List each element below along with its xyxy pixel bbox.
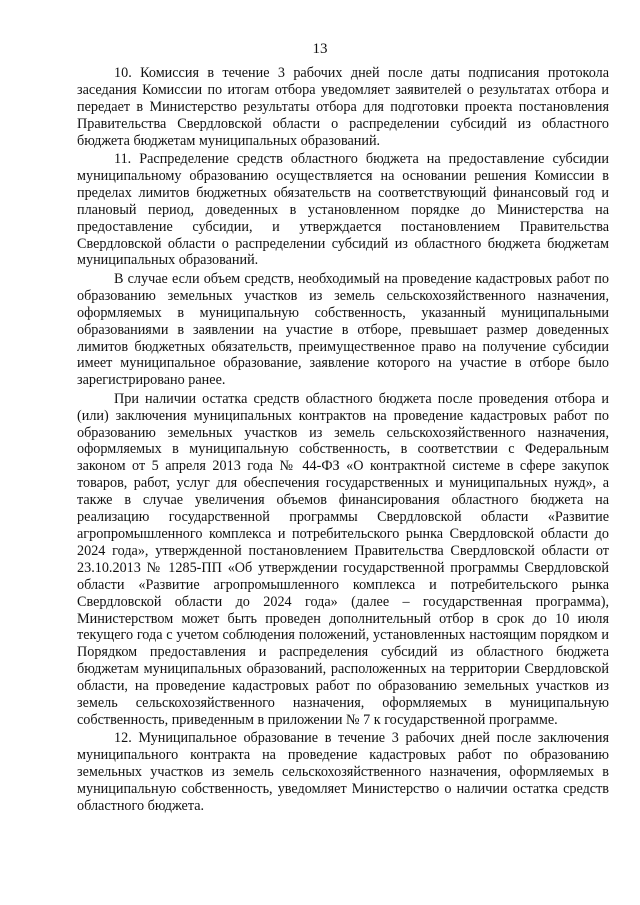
page-number: 13 <box>312 41 328 57</box>
document-body <box>77 65 609 816</box>
paragraph-additional-selection: При наличии остатка средств областного бюджета после проведения отбора и (или) заключения муниципальных контрактов на проведение кадастровых работ по образованию земельных участков из земель сельскохозяйственного назначения, оформляемых в муниципальную собственность, в соответствии с Федеральным законом от 5 апреля 2013 года № 44-ФЗ «О контрактной системе в сфере закупок товаров, работ, услуг для обеспечения государственных и муниципальных нужд», а также в случае увеличения объемов финансирования областного бюджета на реализацию государственной программы Свердловской области «Развитие агропромышленного комплекса и потребительского рынка Свердловской области до 2024 года», утвержденной постановлением Правительства Свердловской области от 23.10.2013 № 1285-ПП «Об утверждении государственной программы Свердловской области «Развитие агропромышленного комплекса и потребительского рынка Свердловской области до 2024 года» (далее – государственная программа), Министерством может быть проведен дополнительный отбор в срок до 10 июля текущего года с учетом соблюдения положений, установленных настоящим порядком и Порядком предоставления и распределения субсидий из областного бюджета бюджетам муниципальных образований, расположенных на территории Свердловской области, на проведение кадастровых работ по образованию земельных участков из земель сельскохозяйственного назначения, оформляемых в муниципальную собственность, приведенным в приложении № 7 к государственной программе. <box>77 390 609 728</box>
paragraph-item-10: 10. Комиссия в течение 3 рабочих дней после даты подписания протокола заседания Комиссии по итогам отбора уведомляет заявителей о результатах отбора и передает в Министерство результаты отбора для подготовки проекта постановления Правительства Свердловской области о распределении субсидий из областного бюджета бюджетам муниципальных образований. <box>77 65 609 149</box>
paragraph-item-12: 12. Муниципальное образование в течение 3 рабочих дней после заключения муниципального контракта на проведение кадастровых работ по образованию земельных участков из земель сельскохозяйственного назначения, оформляемых в муниципальную собственность, уведомляет Министерство о наличии остатка средств областного бюджета. <box>77 730 609 814</box>
paragraph-priority-right: В случае если объем средств, необходимый на проведение кадастровых работ по образованию земельных участков из земель сельскохозяйственного назначения, оформляемых в муниципальную собственность, указанный муниципальными образованиями в заявлении на участие в отборе, превышает размер доведенных лимитов бюджетных обязательств, преимущественное право на получение субсидии имеет муниципальное образование, заявление которого на участие в отборе было зарегистрировано ранее. <box>77 270 609 389</box>
paragraph-item-11: 11. Распределение средств областного бюджета на предоставление субсидии муниципальному образованию осуществляется на основании решения Комиссии в пределах лимитов бюджетных обязательств на соответствующий финансовый год и плановый период, доведенных в установленном порядке до Министерства на предоставление субсидии, и утверждается постановлением Правительства Свердловской области о распределении субсидий из областного бюджета бюджетам муниципальных образований. <box>77 151 609 269</box>
